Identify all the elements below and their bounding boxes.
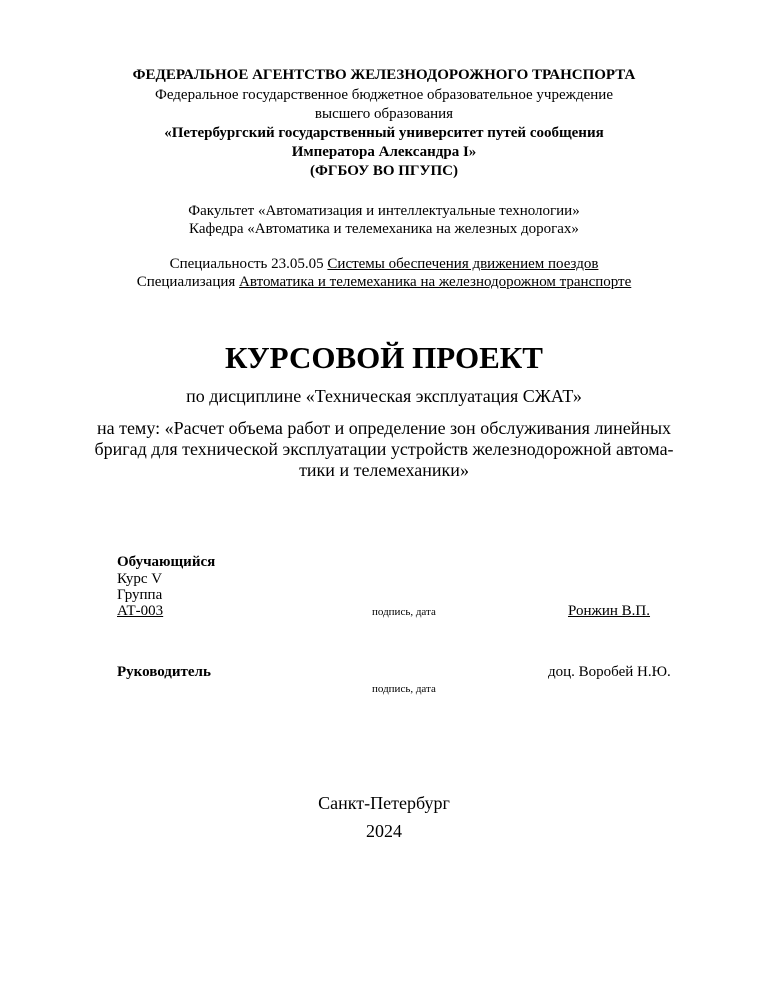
topic-line-2: бригад для технической эксплуатации устройств железнодорожной автома-	[94, 439, 674, 459]
supervisor-name: доц. Воробей Н.Ю.	[548, 664, 671, 680]
year: 2024	[366, 821, 402, 841]
university-abbreviation: (ФГБОУ ВО ПГУПС)	[310, 163, 458, 179]
supervisor-signature-label: подпись, дата	[372, 683, 436, 695]
university-name-line-1: «Петербургский государственный университет путей сообщения	[164, 125, 604, 141]
agency-name: ФЕДЕРАЛЬНОЕ АГЕНТСТВО ЖЕЛЕЗНОДОРОЖНОГО ТРАНСПОРТА	[132, 67, 636, 83]
topic-line-3: тики и телемеханики»	[299, 460, 469, 480]
department-line: Кафедра «Автоматика и телемеханика на железных дорогах»	[189, 221, 579, 237]
specialization-label: Специализация	[136, 274, 240, 290]
specialty-label: Специальность 23.05.05	[169, 256, 328, 272]
institution-type-line-2: высшего образования	[314, 106, 454, 122]
supervisor-heading: Руководитель	[117, 664, 211, 680]
specialty-line	[0, 256, 768, 273]
student-group-value: АТ-003	[117, 603, 164, 619]
specialization-value: Автоматика и телемеханика на железнодорожном транспорте	[239, 274, 632, 290]
faculty-line: Факультет «Автоматизация и интеллектуальные технологии»	[188, 203, 580, 219]
topic-line-1: на тему: «Расчет объема работ и определение зон обслуживания линейных	[96, 418, 672, 438]
student-signature-label: подпись, дата	[372, 606, 436, 618]
student-course: Курс V	[117, 571, 163, 587]
specialty-value: Системы обеспечения движением поездов	[327, 256, 599, 272]
university-name-line-2: Императора Александра I»	[291, 144, 477, 160]
student-heading: Обучающийся	[117, 554, 216, 570]
city: Санкт-Петербург	[318, 793, 450, 813]
student-group-label: Группа	[117, 587, 163, 603]
document-title: КУРСОВОЙ ПРОЕКТ	[225, 340, 543, 375]
student-name: Ронжин В.П.	[568, 603, 651, 619]
specialization-line	[0, 274, 768, 291]
discipline-line: по дисциплине «Техническая эксплуатация СЖАТ»	[186, 386, 582, 406]
institution-type-line-1: Федеральное государственное бюджетное образовательное учреждение	[154, 87, 613, 103]
